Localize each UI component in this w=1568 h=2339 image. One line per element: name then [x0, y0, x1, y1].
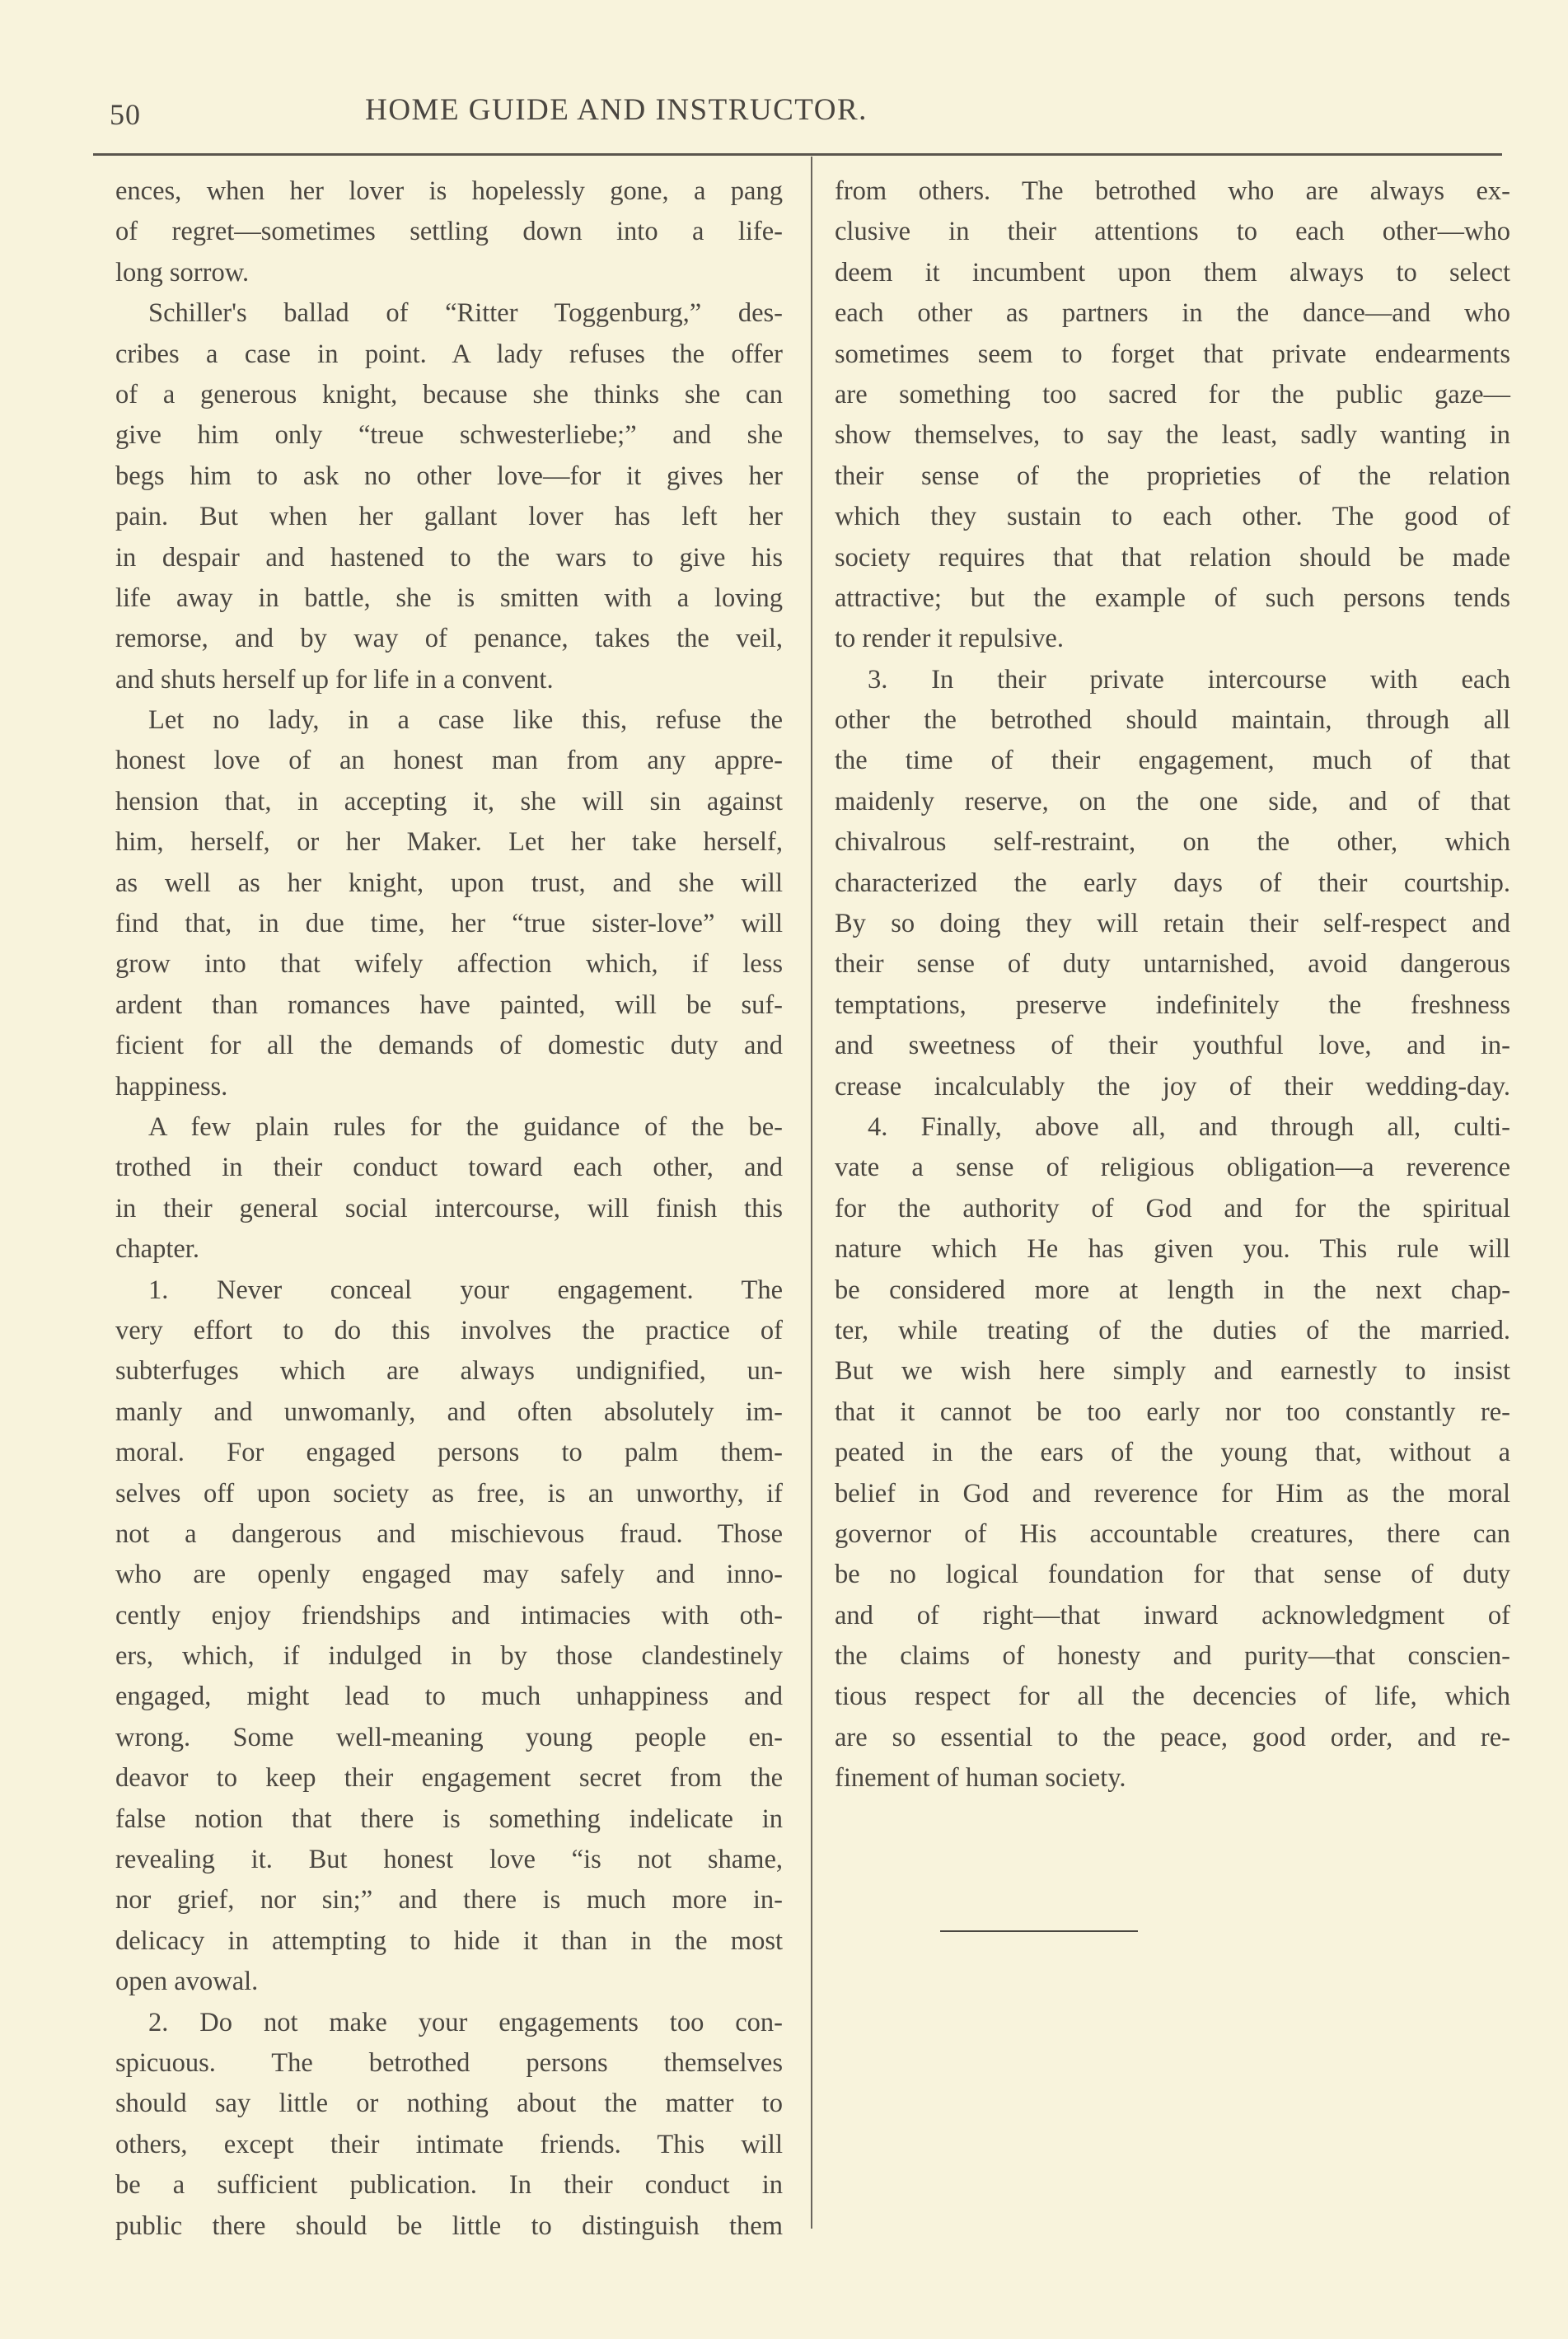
text-line: 3. In their private intercourse with each [868, 664, 1510, 695]
text-line: remorse, and by way of penance, takes the veil, [115, 624, 783, 654]
text-line: their sense of duty untarnished, avoid dangerous [835, 949, 1510, 980]
text-line: which they sustain to each other. The good of [835, 502, 1510, 532]
text-line: Let no lady, in a case like this, refuse the [148, 705, 783, 736]
text-line: the claims of honesty and purity—that conscien- [835, 1641, 1510, 1672]
text-line: ences, when her lover is hopelessly gone, a pang [115, 176, 783, 206]
text-line: find that, in due time, her “true sister-love” will [115, 909, 783, 939]
text-line: the time of their engagement, much of that [835, 746, 1510, 776]
text-line: not a dangerous and mischievous fraud. Those [115, 1518, 783, 1549]
text-line: give him only “treue schwesterliebe;” and she [115, 420, 783, 451]
text-line: revealing it. But honest love “is not shame, [115, 1845, 783, 1875]
text-line: be no logical foundation for that sense of duty [835, 1560, 1510, 1590]
text-line: long sorrow. [115, 257, 250, 288]
text-line: each other as partners in the dance—and who [835, 298, 1510, 329]
text-line: deem it incumbent upon them always to select [835, 257, 1510, 288]
text-line: moral. For engaged persons to palm them- [115, 1438, 783, 1468]
text-line: open avowal. [115, 1967, 259, 1997]
text-line: ers, which, if indulged in by those clandestinely [115, 1641, 783, 1672]
text-line: honest love of an honest man from any appre- [115, 746, 783, 776]
text-line: from others. The betrothed who are always ex- [835, 176, 1510, 206]
text-line: ardent than romances have painted, will be suf- [115, 989, 783, 1020]
text-line: But we wish here simply and earnestly to insist [835, 1356, 1510, 1387]
text-line: be considered more at length in the next chap- [835, 1275, 1510, 1305]
text-line: and of right—that inward acknowledgment of [835, 1600, 1510, 1630]
text-line: deavor to keep their engagement secret from the [115, 1763, 783, 1794]
chapter-end-rule [940, 1930, 1138, 1932]
text-line: are so essential to the peace, good order, and re- [835, 1722, 1510, 1752]
text-line: of regret—sometimes settling down into a life- [115, 217, 783, 247]
text-line: chapter. [115, 1234, 199, 1265]
text-line: are something too sacred for the public gaze— [835, 379, 1510, 409]
text-line: belief in God and reverence for Him as the moral [835, 1478, 1510, 1509]
text-line: ter, while treating of the duties of the married. [835, 1315, 1510, 1345]
text-line: ficient for all the demands of domestic duty and [115, 1031, 783, 1061]
right-column [835, 171, 1510, 1799]
column-divider [811, 157, 812, 2229]
text-line: that it cannot be too early nor too constantly re- [835, 1396, 1510, 1427]
text-line: should say little or nothing about the matter to [115, 2089, 783, 2119]
text-line: as well as her knight, upon trust, and she will [115, 868, 783, 898]
text-line: him, herself, or her Maker. Let her take herself, [115, 827, 783, 858]
left-column [115, 171, 783, 2247]
text-line: life away in battle, she is smitten with a loving [115, 582, 783, 613]
header-rule [93, 153, 1502, 156]
text-line: society requires that that relation should be made [835, 542, 1510, 573]
text-line: sometimes seem to forget that private endearments [835, 339, 1510, 369]
text-line: happiness. [115, 1071, 228, 1102]
text-line: governor of His accountable creatures, there can [835, 1518, 1510, 1549]
page-number: 50 [110, 98, 141, 131]
text-line: and shuts herself up for life in a convent. [115, 664, 554, 695]
text-line: 4. Finally, above all, and through all, culti- [868, 1111, 1510, 1142]
text-line: 1. Never conceal your engagement. The [148, 1275, 783, 1305]
text-line: maidenly reserve, on the one side, and of that [835, 786, 1510, 816]
text-line: to render it repulsive. [835, 624, 1064, 654]
text-line: vate a sense of religious obligation—a reverence [835, 1153, 1510, 1183]
text-line: wrong. Some well-meaning young people en- [115, 1722, 783, 1752]
text-line: By so doing they will retain their self-respect and [835, 909, 1510, 939]
text-line: grow into that wifely affection which, if less [115, 949, 783, 980]
text-line: be a sufficient publication. In their conduct in [115, 2170, 783, 2201]
text-line: finement of human society. [835, 1763, 1126, 1794]
text-line: cribes a case in point. A lady refuses the offer [115, 339, 783, 369]
text-line: in their general social intercourse, will finish this [115, 1193, 783, 1223]
text-line: of a generous knight, because she thinks she can [115, 379, 783, 409]
text-line: nor grief, nor sin;” and there is much more in- [115, 1885, 783, 1916]
text-line: hension that, in accepting it, she will sin against [115, 786, 783, 816]
text-line: A few plain rules for the guidance of the be- [148, 1111, 783, 1142]
text-line: very effort to do this involves the practice of [115, 1315, 783, 1345]
text-line: spicuous. The betrothed persons themselves [115, 2047, 783, 2078]
text-line: peated in the ears of the young that, without a [835, 1438, 1510, 1468]
text-line: selves off upon society as free, is an unworthy, if [115, 1478, 783, 1509]
text-line: in despair and hastened to the wars to give his [115, 542, 783, 573]
text-line: and sweetness of their youthful love, and in- [835, 1031, 1510, 1061]
text-line: their sense of the proprieties of the relation [835, 461, 1510, 491]
text-line: others, except their intimate friends. This will [115, 2129, 783, 2159]
text-line: crease incalculably the joy of their wedding-day. [835, 1071, 1510, 1102]
text-line: tious respect for all the decencies of life, which [835, 1682, 1510, 1712]
text-line: pain. But when her gallant lover has left her [115, 502, 783, 532]
text-line: show themselves, to say the least, sadly wanting in [835, 420, 1510, 451]
text-line: delicacy in attempting to hide it than in the most [115, 1925, 783, 1956]
text-line: public there should be little to distinguish them [115, 2210, 783, 2241]
text-line: characterized the early days of their courtship. [835, 868, 1510, 898]
text-line: temptations, preserve indefinitely the freshness [835, 989, 1510, 1020]
text-line: Schiller's ballad of “Ritter Toggenburg,” des- [148, 298, 783, 329]
text-line: attractive; but the example of such persons tends [835, 582, 1510, 613]
text-line: other the betrothed should maintain, through all [835, 705, 1510, 736]
text-line: manly and unwomanly, and often absolutely im- [115, 1396, 783, 1427]
text-line: for the authority of God and for the spiritual [835, 1193, 1510, 1223]
running-title: HOME GUIDE AND INSTRUCTOR. [365, 93, 868, 127]
text-line: engaged, might lead to much unhappiness and [115, 1682, 783, 1712]
text-line: begs him to ask no other love—for it gives her [115, 461, 783, 491]
text-line: 2. Do not make your engagements too con- [148, 2007, 783, 2037]
text-line: subterfuges which are always undignified, un- [115, 1356, 783, 1387]
text-line: nature which He has given you. This rule will [835, 1234, 1510, 1265]
text-line: false notion that there is something indelicate in [115, 1803, 783, 1834]
text-line: chivalrous self-restraint, on the other, which [835, 827, 1510, 858]
text-line: clusive in their attentions to each other—who [835, 217, 1510, 247]
text-line: trothed in their conduct toward each other, and [115, 1153, 783, 1183]
text-line: cently enjoy friendships and intimacies with oth- [115, 1600, 783, 1630]
text-line: who are openly engaged may safely and inno- [115, 1560, 783, 1590]
